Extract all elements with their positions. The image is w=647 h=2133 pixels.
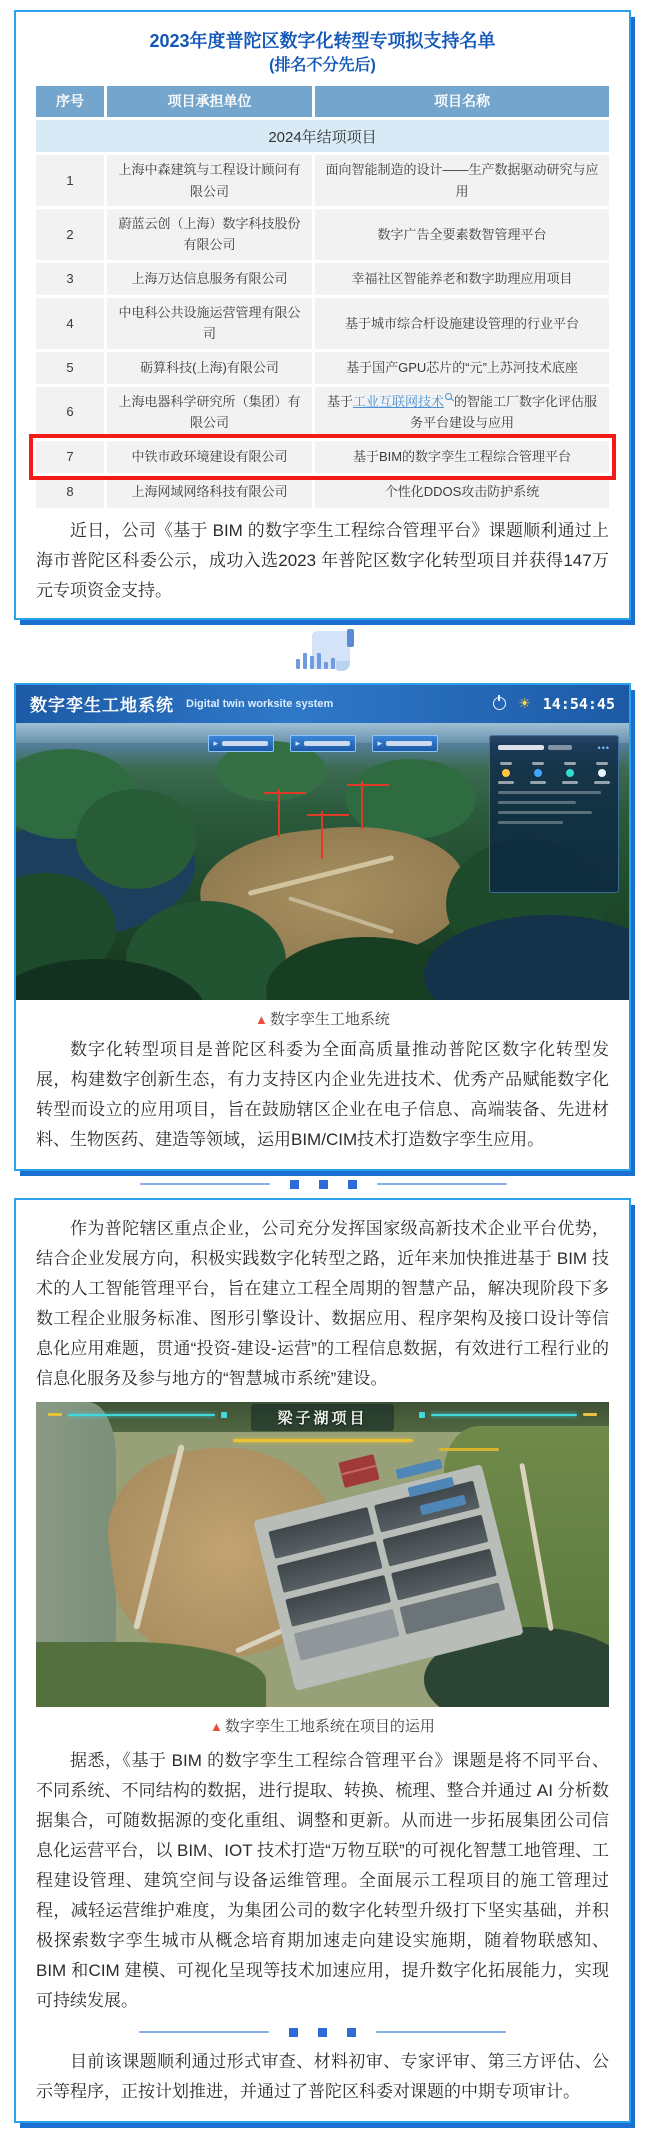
doc-fold-shape: [336, 661, 350, 671]
panel-more-icon: •••: [597, 742, 610, 753]
figure1-card: [14, 683, 631, 1171]
cell-no: 1: [36, 155, 104, 206]
report-doc-icon: [292, 629, 356, 673]
cell-no: 4: [36, 298, 104, 349]
support-table: [36, 86, 609, 508]
digital-twin-dashboard-image[interactable]: [16, 685, 629, 1000]
red-roof-building: [338, 1454, 379, 1488]
header-cell-project: 项目名称: [315, 86, 609, 117]
cell-no: 2: [36, 209, 104, 260]
cell-no: 8: [36, 476, 104, 508]
dashboard-title-cn: 数字孪生工地系统: [30, 696, 174, 716]
dashboard-title-en: Digital twin worksite system: [186, 697, 334, 710]
tower-crane: [278, 789, 280, 837]
paragraph-platform-detail: 据悉，《基于 BIM 的数字孪生工程综合管理平台》课题是将不同平台、不同系统、不同结构的数据，进行提取、转换、梳理、整合并通过 AI 分析数据集合，可随数据源的变化重组、调整和更新。从而进一步拓展集团公司信息化运营平台，以 BIM、IOT 技术打造“万物互联”的可视化智慧工地管理、工程建设管理、建筑空间与设备运维管理。全面展示工程项目的施工管理过程，减轻运营维护难度，为集团公司的数字化转型升级打下坚实基础，并积极探索数字孪生城市从概念培育期加速走向建设实施期，随着物联感知、BIM 和CIM 建模、可视化呈现等技术加速应用，提升数字化拓展能力，实现可持续发展。: [36, 1750, 609, 2010]
cell-project: 基于工业互联网技术 的智能工厂数字化评估服务平台建设与应用: [315, 387, 609, 438]
figure1-caption: ▲ 数字孪生工地系统: [255, 1010, 390, 1028]
cell-no: 6: [36, 387, 104, 438]
table-row: [36, 352, 609, 384]
table-row: [36, 209, 609, 260]
cell-org: 上海电器科学研究所（集团）有限公司: [107, 387, 312, 438]
sun-weather-icon: ☀: [518, 695, 531, 712]
cell-no: 7: [36, 441, 104, 473]
table-row-highlighted: [36, 441, 609, 473]
bar-chart-icon: [296, 653, 335, 669]
header-cell-no: 序号: [36, 86, 104, 117]
cell-project: 基于城市综合杆设施建设管理的行业平台: [315, 298, 609, 349]
caption-triangle-marker: ▲: [210, 1718, 223, 1734]
humidity-stat: [562, 762, 578, 784]
dashboard-clock: 14:54:45: [542, 694, 615, 713]
cell-no: 5: [36, 352, 104, 384]
wind-stat: [594, 762, 610, 784]
doc-bookmark-shape: [347, 629, 354, 647]
hud-underline: [233, 1439, 413, 1442]
dashboard-nav-button: [290, 735, 356, 752]
table-row: [36, 263, 609, 295]
detail-card: [14, 1198, 631, 2123]
hud-underline-secondary: [439, 1448, 499, 1451]
cell-project: 基于BIM的数字孪生工程综合管理平台: [315, 441, 609, 473]
hud-project-label: 梁子湖项目: [251, 1404, 393, 1431]
table-group-row: 2024年结项项目: [36, 120, 609, 152]
paragraph-company: 作为普陀辖区重点企业，公司充分发挥国家级高新技术企业平台优势，结合企业发展方向，积极实践数字化转型之路，近年来加快推进基于 BIM 技术的人工智能管理平台，旨在建立工程全周期的智慧产品，解决现阶段下多数工程企业服务标准、图形引擎设计、数据应用、程序架构及接口设计等信息化应用难题，贯通“投资-建设-运营”的工程信息数据，有效进行工程行业的信息化服务及参与地方的“智慧城市系统”建设。: [36, 1218, 609, 1388]
dashboard-header: [16, 685, 629, 723]
cell-org: 上海网域网络科技有限公司: [107, 476, 312, 508]
table-title: 2023年度普陀区数字化转型专项拟支持名单: [149, 31, 496, 51]
tower-crane: [361, 781, 363, 829]
table-row: [36, 298, 609, 349]
search-icon[interactable]: [445, 393, 452, 400]
cell-org: 上海中森建筑与工程设计顾问有限公司: [107, 155, 312, 206]
cell-org: 中电科公共设施运营管理有限公司: [107, 298, 312, 349]
hud-overlay: [36, 1409, 609, 1442]
weather-stat: [498, 762, 514, 784]
temperature-stat: [530, 762, 546, 784]
dashboard-nav-button: [372, 735, 438, 752]
cell-project: 数字广告全要素数智管理平台: [315, 209, 609, 260]
figure2-caption: ▲ 数字孪生工地系统在项目的运用: [210, 1717, 435, 1735]
table-row: [36, 155, 609, 206]
cell-project: 基于国产GPU芯片的“元”上苏河技术底座: [315, 352, 609, 384]
table-row: [36, 476, 609, 508]
paragraph-program-intro: 数字化转型项目是普陀区科委为全面高质量推动普陀区数字化转型发展，构建数字创新生态，有力支持区内企业先进技术、优秀产品赋能数字化转型而设立的应用项目，旨在鼓励辖区企业在电子信息、高端装备、先进材料、生物医药、建造等领域，运用BIM/CIM技术打造数字孪生应用。: [36, 1039, 609, 1149]
dashboard-nav-buttons: [208, 735, 438, 752]
industrial-internet-link[interactable]: 工业互联网技术: [352, 393, 444, 409]
cell-project: 个性化DDOS攻击防护系统: [315, 476, 609, 508]
cell-project: 幸福社区智能养老和数字助理应用项目: [315, 263, 609, 295]
power-icon: [493, 697, 506, 710]
support-list-card: [14, 10, 631, 620]
worksite-3d-scene: [16, 723, 629, 1000]
cell-org: 蔚蓝云创（上海）数字科技股份有限公司: [107, 209, 312, 260]
cell-org: 中铁市政环境建设有限公司: [107, 441, 312, 473]
tower-crane: [321, 811, 323, 859]
paragraph-announcement: 近日，公司《基于 BIM 的数字孪生工程综合管理平台》课题顺利通过上海市普陀区科委公示，成功入选2023 年普陀区数字化转型项目并获得147万元专项资金支持。: [36, 520, 609, 600]
cell-org: 砺算科技(上海)有限公司: [107, 352, 312, 384]
section-divider: [74, 1180, 574, 1189]
tree-blob: [76, 789, 196, 889]
cell-no: 3: [36, 263, 104, 295]
cell-project: 面向智能制造的设计——生产数据驱动研究与应用: [315, 155, 609, 206]
section-divider: [73, 2028, 573, 2037]
environment-analysis-panel: [489, 735, 619, 893]
dashboard-nav-button: [208, 735, 274, 752]
table-row: [36, 387, 609, 438]
header-cell-org: 项目承担单位: [107, 86, 312, 117]
table-body: [36, 155, 609, 508]
paragraph-progress: 目前该课题顺利通过形式审查、材料初审、专家评审、第三方评估、公示等程序，正按计划推进，并通过了普陀区科委对课题的中期专项审计。: [36, 2051, 609, 2101]
table-header-row: [36, 86, 609, 117]
caption-triangle-marker: ▲: [255, 1011, 268, 1027]
cell-org: 上海万达信息服务有限公司: [107, 263, 312, 295]
table-subtitle: (排名不分先后): [269, 57, 376, 74]
project-satellite-image[interactable]: [36, 1402, 609, 1707]
